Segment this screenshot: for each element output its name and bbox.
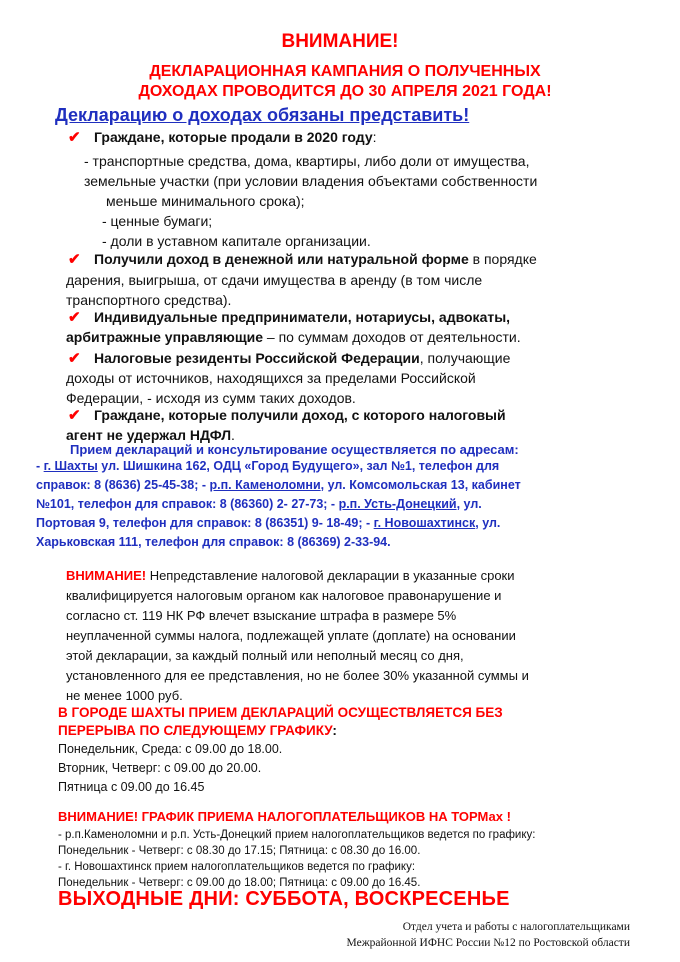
address-text: №101, телефон для справок: 8 (86360) 2- 27-73; - [36,497,339,511]
item-line: - ценные бумаги; [102,213,213,229]
heading-line: ПЕРЕРЫВА ПО СЛЕДУЮЩЕМУ ГРАФИКУ [58,723,333,738]
torm-line: Понедельник - Четверг: с 09.00 до 18.00; Пятница: с 09.00 до 16.45. [58,877,421,889]
address-text: Портовая 9, телефон для справок: 8 (86351) 9- 18-49; - [36,516,374,530]
item-title: Получили доход в денежной или натуральной форме [94,251,469,267]
item-title: Налоговые резиденты Российской Федерации [94,350,420,366]
shakhty-schedule [58,740,282,797]
item-line: доходы от источников, находящихся за пределами Российской [66,370,476,386]
torm-schedule [58,827,535,891]
item-line: - доли в уставном капитале организации. [102,233,371,249]
address-line [36,476,644,495]
item-text: в порядке [468,251,537,267]
obligation-heading: Декларацию о доходах обязаны представить! [55,105,470,125]
item-details [84,151,646,251]
torm-heading: ВНИМАНИЕ! ГРАФИК ПРИЕМА НАЛОГОПЛАТЕЛЬЩИКОВ НА ТОРМах ! [58,809,511,824]
penalty-warning [66,566,644,706]
warning-text: квалифицируется налоговым органом как налоговое правонарушение и [66,588,502,603]
checkmark-icon: ✔ [68,251,81,268]
torm-line: - г. Новошахтинск прием налогоплательщиков ведется по графику: [58,861,416,873]
checkmark-icon: ✔ [68,129,81,146]
warning-text: этой декларации, за каждый полный или неполный месяц со дня, [66,648,464,663]
page-title: ВНИМАНИЕ! [281,31,399,52]
item-text: : [372,129,377,145]
addresses-heading: Прием деклараций и консультирование осуществляется по адресам: [70,442,519,457]
item-title: Граждане, которые продали в 2020 году [94,129,373,145]
address-text: ул. Шишкина 162, ОДЦ «Город Будущего», зал №1, телефон для [97,459,500,473]
city-link[interactable]: г. Шахты [43,459,98,473]
torm-line: Понедельник - Четверг: с 08.30 до 17.15; Пятница: с 08.30 до 16.00. [58,845,421,857]
warning-label: ВНИМАНИЕ! [66,568,147,583]
list-item [68,405,648,426]
torm-line: - р.п.Каменоломни и р.п. Усть-Донецкий прием налогоплательщиков ведется по графику: [58,829,536,841]
address-text: , ул. Комсомольская 13, кабинет [320,478,521,492]
warning-text: согласно ст. 119 НК РФ влечет взыскание штрафа в размере 5% [66,608,457,623]
item-text: . [231,427,235,443]
checkmark-icon: ✔ [68,309,81,326]
subtitle-line: ДОХОДАХ ПРОВОДИТСЯ ДО 30 АПРЕЛЯ 2021 ГОДА! [138,83,552,100]
campaign-subtitle [100,62,590,102]
item-title: агент не удержал НДФЛ [66,427,232,443]
city-link[interactable]: г. Новошахтинск [373,516,476,530]
item-line: дарения, выигрыша, от сдачи имущества в аренду (в том числе [66,272,483,288]
list-item [68,348,648,369]
warning-text: не менее 1000 руб. [66,688,183,703]
item-title: Граждане, которые получили доход, с которого налоговый [94,407,506,423]
item-details [66,270,644,310]
address-text: справок: 8 (8636) 25-45-38; - [36,478,210,492]
address-text: , ул. [456,497,482,511]
heading-line: В ГОРОДЕ ШАХТЫ ПРИЕМ ДЕКЛАРАЦИЙ ОСУЩЕСТВЛЯЕТСЯ БЕЗ [58,705,503,720]
warning-text: Непредставление налоговой декларации в указанные сроки [146,568,515,583]
checkmark-icon: ✔ [68,407,81,424]
item-line: земельные участки (при условии владения объектами собственности [84,173,538,189]
subtitle-line: ДЕКЛАРАЦИОННАЯ КАМПАНИЯ О ПОЛУЧЕННЫХ [149,63,541,80]
item-line: Федерации, - исходя из сумм таких доходов. [66,390,356,406]
schedule-row: Вторник, Четверг: с 09.00 до 20.00. [58,761,262,775]
item-text: , получающие [419,350,511,366]
item-title: арбитражные управляющие [66,329,264,345]
item-details [66,368,646,408]
address-text: , ул. [475,516,501,530]
checkmark-icon: ✔ [68,350,81,367]
item-line: - транспортные средства, дома, квартиры, либо доли от имущества, [84,153,530,169]
list-item [68,249,648,270]
footer-signature [300,919,630,951]
address-line [36,514,644,533]
addresses-block [36,457,644,552]
warning-text: установленного для ее представления, но не более 30% указанной суммы и [66,668,529,683]
footer-line: Отдел учета и работы с налогоплательщиками [402,921,630,933]
item-title: Индивидуальные предприниматели, нотариусы, адвокаты, [94,309,511,325]
schedule-row: Пятница с 09.00 до 16.45 [58,780,205,794]
item-details [66,327,646,347]
list-item [68,127,648,148]
warning-text: неуплаченной суммы налога, подлежащей уплате (доплате) на основании [66,628,516,643]
address-line [36,457,644,476]
address-line: Харьковская 111, телефон для справок: 8 (86369) 2-33-94. [36,535,391,549]
item-line: транспортного средства). [66,292,232,308]
weekend-days: ВЫХОДНЫЕ ДНИ: СУББОТА, ВОСКРЕСЕНЬЕ [58,888,510,910]
item-text: – по суммам доходов от деятельности. [263,329,521,345]
address-text: - [36,459,44,473]
shakhty-schedule-heading [58,704,644,740]
heading-text: : [332,723,337,738]
schedule-row: Понедельник, Среда: с 09.00 до 18.00. [58,742,283,756]
footer-line: Межрайонной ИФНС России №12 по Ростовской области [346,937,630,949]
list-item [68,307,648,328]
address-line [36,495,644,514]
city-link[interactable]: р.п. Каменоломни [209,478,321,492]
city-link[interactable]: р.п. Усть-Донецкий [338,497,457,511]
item-line: меньше минимального срока); [106,193,305,209]
